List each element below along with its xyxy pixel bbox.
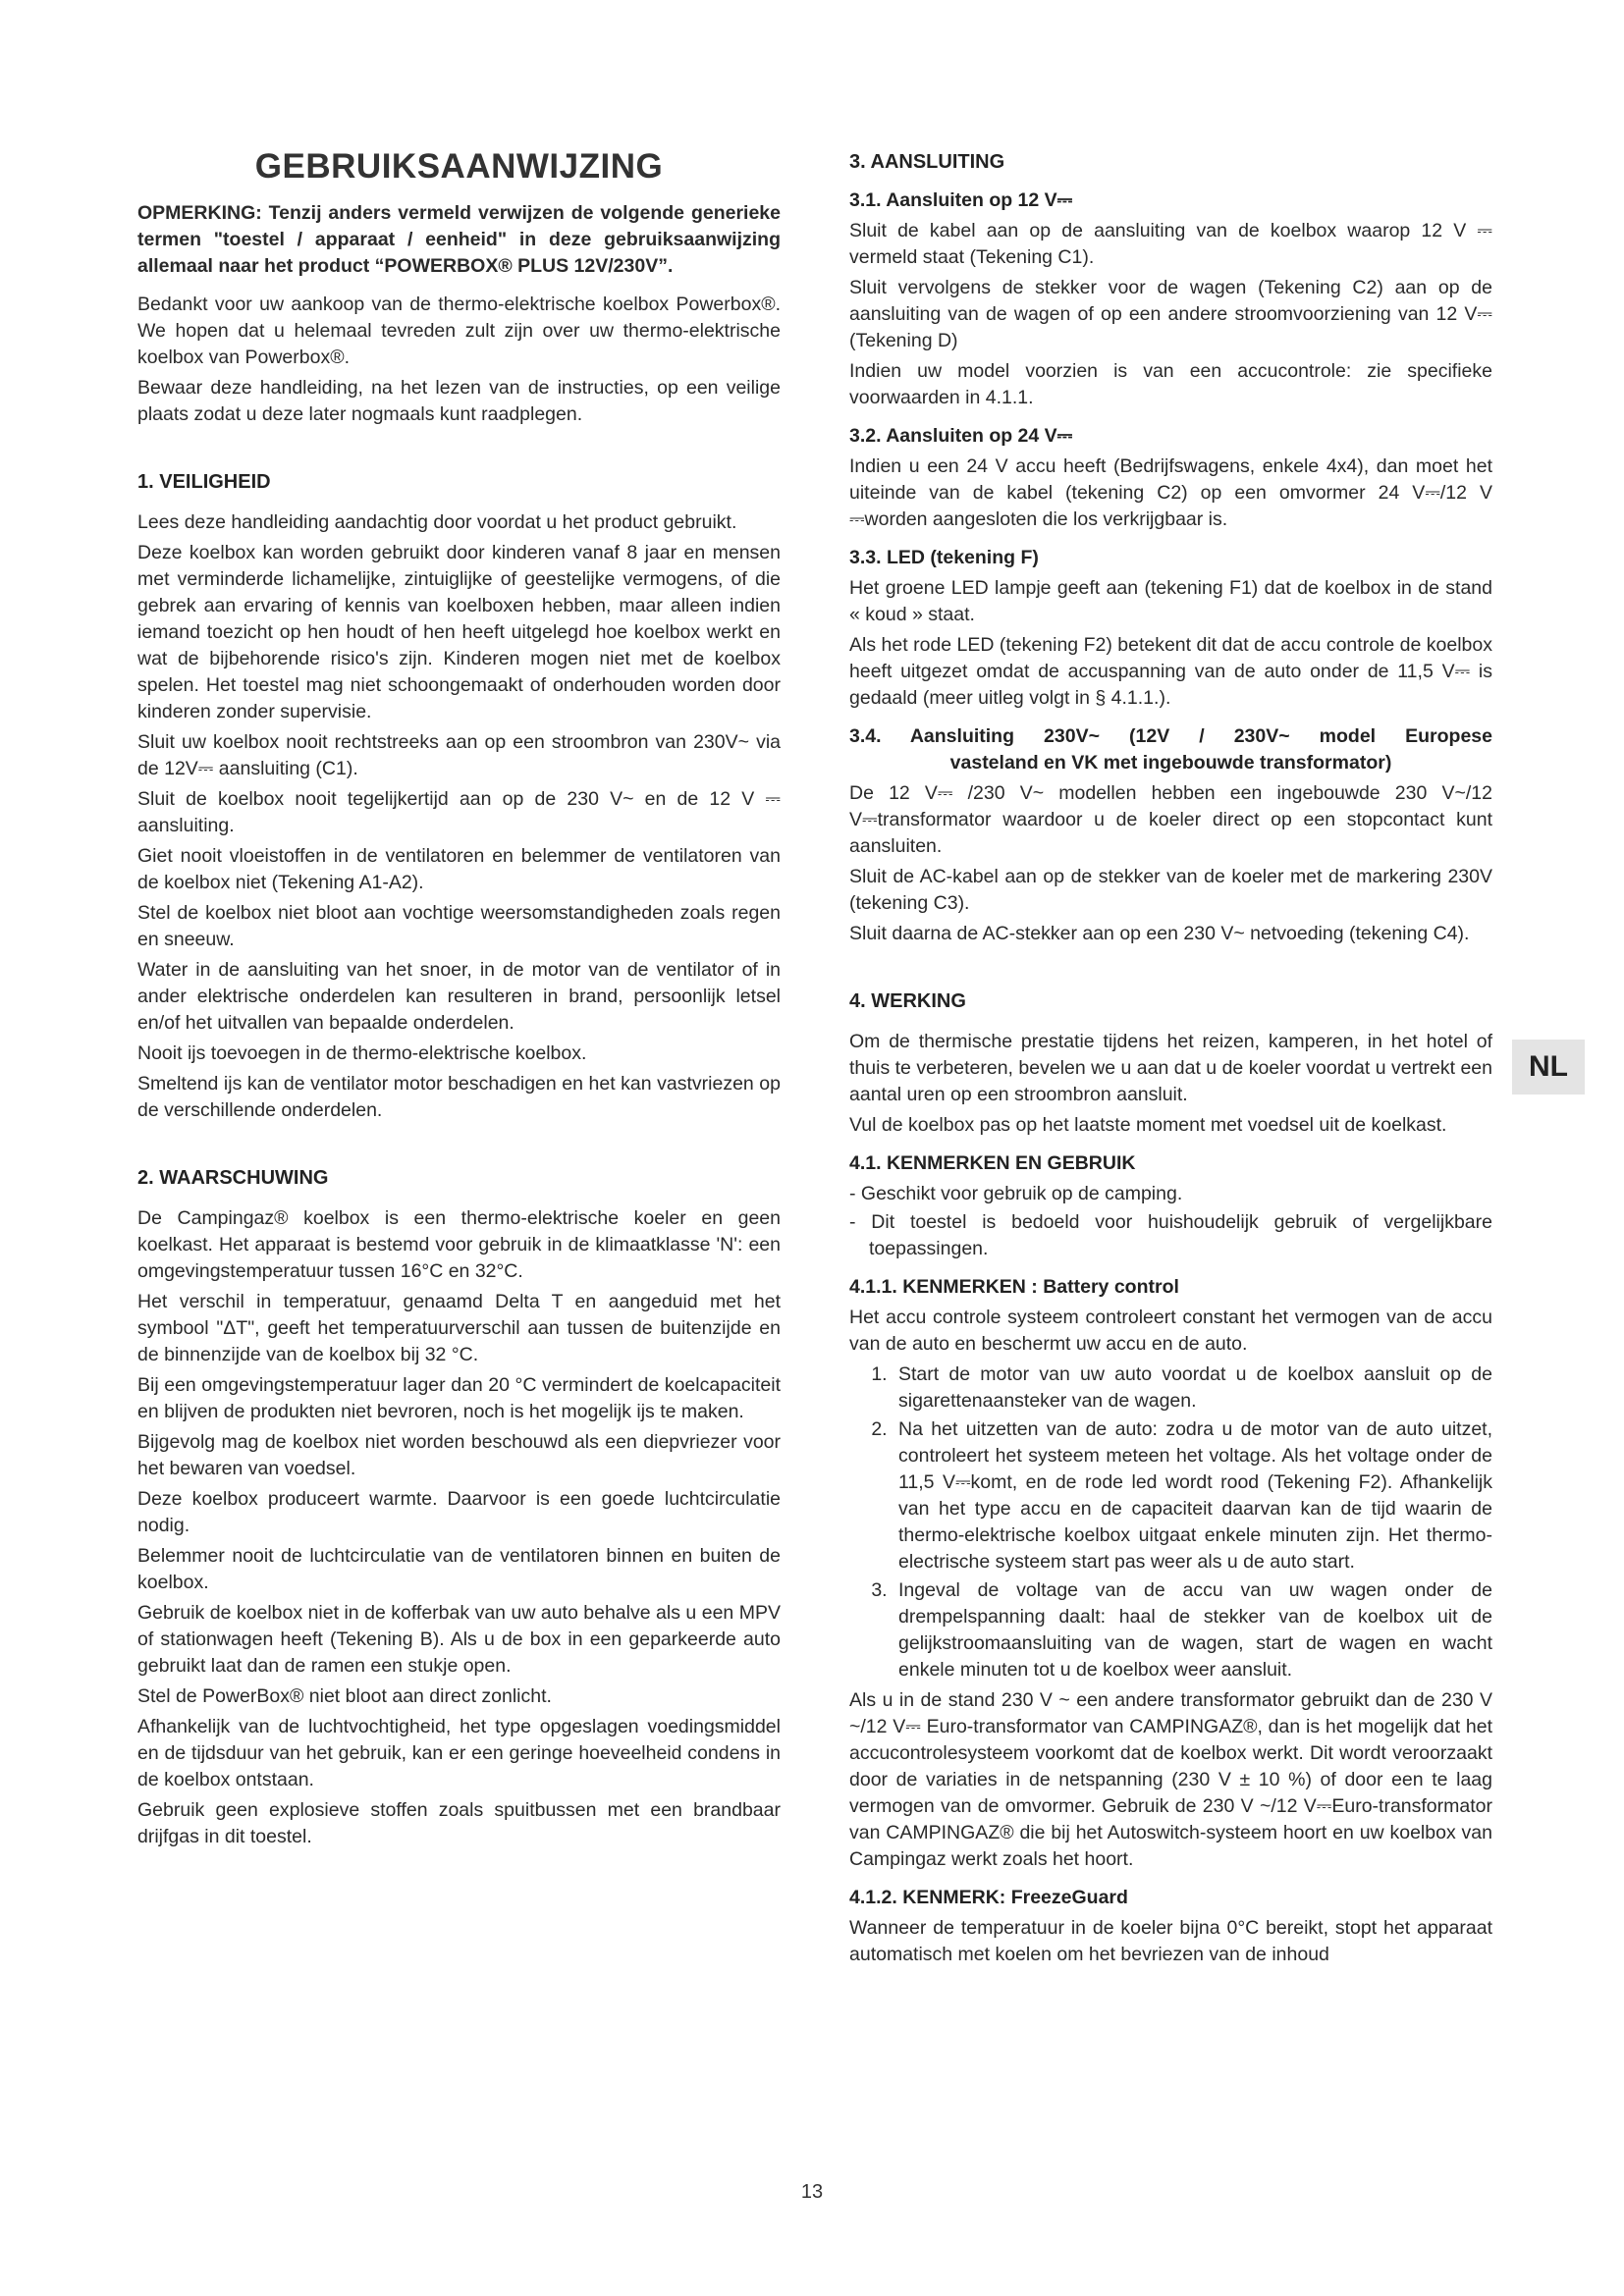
subsection-heading-3-4-line1: 3.4. Aansluiting 230V~ (12V / 230V~ model Europese (849, 725, 1492, 747)
safety-paragraph: Smeltend ijs kan de ventilator motor beschadigen en het kan vastvriezen op de verschillende onderdelen. (137, 1073, 781, 1121)
section-heading-waarschuwing: 2. WAARSCHUWING (137, 1167, 329, 1189)
subsection-heading-3-3: 3.3. LED (tekening F) (849, 547, 1039, 568)
warning-paragraph: Bij een omgevingstemperatuur lager dan 20 °C vermindert de koelcapaciteit en blijven de produkten niet bevroren, noch is het mogelijk ijs te maken. (137, 1374, 781, 1422)
subsection-heading-3-2: 3.2. Aansluiten op 24 V⎓ (849, 425, 1073, 447)
page-title: GEBRUIKSAANWIJZING (254, 147, 664, 186)
right-column (849, 147, 1492, 1972)
led-paragraph: Als het rode LED (tekening F2) betekent dit dat de accu controle de koelbox heeft uitgezet omdat de accuspanning van de auto onder de 11,5 V⎓ is gedaald (meer uitleg volgt in § 4.1.1.). (849, 634, 1492, 709)
battery-control-outro: Als u in de stand 230 V ~ een andere transformator gebruikt dan de 230 V ~/12 V⎓ Euro-transformator van CAMPINGAZ®, dan is het mogelijk dat het accucontrolesysteem voorkomt dat de koelbox werkt. Dit wordt veroorzaakt door de variaties in de netspanning (230 V ± 10 %) of door een te laag vermogen van de omvormer. Gebruik de 230 V ~/12 V⎓Euro-transformator van CAMPINGAZ® die bij het Autoswitch-systeem hoort en uw koelbox van Campingaz werkt zoals het hoort. (849, 1689, 1492, 1870)
safety-paragraph: Water in de aansluiting van het snoer, in de motor van de ventilator of in ander elektrische onderdelen kan resulteren in brand, persoonlijk letsel en/of het uitvallen van bepaalde onderdelen. (137, 959, 781, 1034)
list-item: - Dit toestel is bedoeld voor huishoudelijk gebruik of vergelijkbare toepassingen. (849, 1211, 1492, 1259)
intro-paragraph: Bewaar deze handleiding, na het lezen van de instructies, op een veilige plaats zodat u deze later nogmaals kunt raadplegen. (137, 377, 781, 425)
page-number: 13 (800, 2181, 824, 2203)
list-item: 3. Ingeval de voltage van de accu van uw wagen onder de drempelspanning daalt: haal de stekker van de koelbox uit de gelijkstroomaansluiting van de wagen, start de wagen en wacht enkele minuten tot u de koelbox weer aansluit. (893, 1577, 1492, 1683)
subsection-heading-4-1-2: 4.1.2. KENMERK: FreezeGuard (849, 1887, 1128, 1908)
safety-paragraph: Sluit uw koelbox nooit rechtstreeks aan op een stroombron van 230V~ via de 12V⎓ aansluiting (C1). (137, 731, 781, 779)
ac-paragraph: Sluit daarna de AC-stekker aan op een 230 V~ netvoeding (tekening C4). (849, 923, 1470, 944)
warning-paragraph: Belemmer nooit de luchtcirculatie van de ventilatoren binnen en buiten de koelbox. (137, 1545, 781, 1593)
warning-paragraph: Bijgevolg mag de koelbox niet worden beschouwd als een diepvriezer voor het bewaren van voedsel. (137, 1431, 781, 1479)
ac-paragraph: De 12 V⎓ /230 V~ modellen hebben een ingebouwde 230 V~/12 V⎓transformator waardoor u de koeler direct op een stopcontact kunt aansluiten. (849, 782, 1492, 857)
safety-paragraph: Deze koelbox kan worden gebruikt door kinderen vanaf 8 jaar en mensen met verminderde lichamelijke, zintuiglijke of geestelijke vermogens, of die gebrek aan ervaring of kennis van koelboxen hebben, maar alleen indien iemand toezicht op hen houdt of hen heeft uitgelegd hoe koelbox werkt en wat de bijbehorende risico's zijn. Kinderen mogen niet met de koelbox spelen. Het toestel mag niet schoongemaakt of onderhouden worden door kinderen zonder supervisie. (137, 542, 781, 722)
operation-paragraph: Om de thermische prestatie tijdens het reizen, kamperen, in het hotel of thuis te verbeteren, bevelen we u aan dat u de koeler voordat u vertrekt een aantal uren op een stroombron aansluit. (849, 1031, 1492, 1105)
safety-paragraph: Sluit de koelbox nooit tegelijkertijd aan op de 230 V~ en de 12 V ⎓ aansluiting. (137, 788, 781, 836)
led-paragraph: Het groene LED lampje geeft aan (tekening F1) dat de koelbox in de stand « koud » staat. (849, 577, 1492, 625)
battery-control-intro: Het accu controle systeem controleert constant het vermogen van de accu van de auto en beschermt uw accu en de auto. (849, 1307, 1492, 1355)
list-item: - Geschikt voor gebruik op de camping. (849, 1183, 1183, 1204)
list-item: 1. Start de motor van uw auto voordat u de koelbox aansluit op de sigarettenaansteker van de wagen. (893, 1362, 1492, 1415)
section-heading-aansluiting: 3. AANSLUITING (849, 151, 1005, 173)
list-item: 2. Na het uitzetten van de auto: zodra u de motor van de auto uitzet, controleert het systeem meteen het voltage. Als het voltage onder de 11,5 V⎓komt, en de rode led wordt rood (Tekening F2). Afhankelijk van het type accu en de capaciteit daarvan kan de tijd waarin de thermo-elektrische koelbox uitgaat enkele minuten zijn. Het thermo-electrische systeem start pas weer als u de auto start. (893, 1416, 1492, 1575)
connection-paragraph: Indien uw model voorzien is van een accucontrole: zie specifieke voorwaarden in 4.1.1. (849, 360, 1492, 408)
warning-paragraph: Deze koelbox produceert warmte. Daarvoor is een goede luchtcirculatie nodig. (137, 1488, 781, 1536)
connection-paragraph: Sluit vervolgens de stekker voor de wagen (Tekening C2) aan op de aansluiting van de wagen of op een andere stroomvoorziening van 12 V⎓ (Tekening D) (849, 277, 1492, 351)
note-paragraph: OPMERKING: Tenzij anders vermeld verwijzen de volgende generieke termen "toestel / apparaat / eenheid" in deze gebruiksaanwijzing allemaal naar het product “POWERBOX® PLUS 12V/230V”. (137, 202, 781, 277)
subsection-heading-3-4-line2: vasteland en VK met ingebouwde transformator) (949, 752, 1392, 774)
connection-paragraph: Sluit de kabel aan op de aansluiting van de koelbox waarop 12 V ⎓ vermeld staat (Tekening C1). (849, 220, 1492, 268)
connection-paragraph: Indien u een 24 V accu heeft (Bedrijfswagens, enkele 4x4), dan moet het uiteinde van de kabel (tekening C2) op een omvormer 24 V⎓/12 V ⎓worden aangesloten die los verkrijgbaar is. (849, 455, 1492, 530)
left-column (137, 147, 781, 1854)
safety-paragraph: Giet nooit vloeistoffen in de ventilatoren en belemmer de ventilatoren van de koelbox niet (Tekening A1-A2). (137, 845, 781, 893)
subsection-heading-3-4 (849, 723, 1492, 776)
warning-paragraph: Het verschil in temperatuur, genaamd Delta T en aangeduid met het symbool "ΔT", geeft het temperatuurverschil aan tussen de buitenzijde en de binnenzijde van de koelbox bij 32 °C. (137, 1291, 781, 1365)
safety-paragraph: Stel de koelbox niet bloot aan vochtige weersomstandigheden zoals regen en sneeuw. (137, 902, 781, 950)
features-list (849, 1181, 1492, 1262)
warning-paragraph: Stel de PowerBox® niet bloot aan direct zonlicht. (137, 1685, 552, 1707)
section-heading-veiligheid: 1. VEILIGHEID (137, 471, 271, 493)
freezeguard-paragraph: Wanneer de temperatuur in de koeler bijna 0°C bereikt, stopt het apparaat automatisch met koelen om het bevriezen van de inhoud (849, 1917, 1492, 1965)
warning-paragraph: Gebruik geen explosieve stoffen zoals spuitbussen met een brandbaar drijfgas in dit toestel. (137, 1799, 781, 1847)
section-heading-werking: 4. WERKING (849, 990, 966, 1012)
warning-paragraph: De Campingaz® koelbox is een thermo-elektrische koeler en geen koelkast. Het apparaat is bestemd voor gebruik in de klimaatklasse 'N': een omgevingstemperatuur tussen 16°C en 32°C. (137, 1207, 781, 1282)
subsection-heading-3-1: 3.1. Aansluiten op 12 V⎓ (849, 189, 1073, 211)
safety-paragraph: Nooit ijs toevoegen in de thermo-elektrische koelbox. (137, 1042, 587, 1064)
operation-paragraph: Vul de koelbox pas op het laatste moment met voedsel uit de koelkast. (849, 1114, 1447, 1136)
ac-paragraph: Sluit de AC-kabel aan op de stekker van de koeler met de markering 230V (tekening C3). (849, 866, 1492, 914)
language-tab: NL (1512, 1040, 1585, 1095)
warning-paragraph: Afhankelijk van de luchtvochtigheid, het type opgeslagen voedingsmiddel en de tijdsduur van het gebruik, kan er een geringe hoeveelheid condens in de koelbox ontstaan. (137, 1716, 781, 1790)
intro-paragraph: Bedankt voor uw aankoop van de thermo-elektrische koelbox Powerbox®. We hopen dat u helemaal tevreden zult zijn over uw thermo-elektrische koelbox van Powerbox®. (137, 294, 781, 368)
subsection-heading-4-1-1: 4.1.1. KENMERKEN : Battery control (849, 1276, 1179, 1298)
subsection-heading-4-1: 4.1. KENMERKEN EN GEBRUIK (849, 1152, 1136, 1174)
safety-paragraph: Lees deze handleiding aandachtig door voordat u het product gebruikt. (137, 511, 737, 533)
battery-control-steps (849, 1362, 1492, 1683)
warning-paragraph: Gebruik de koelbox niet in de kofferbak van uw auto behalve als u een MPV of stationwagen heeft (Tekening B). Als u de box in een geparkeerde auto gebruikt laat dan de ramen een stukje open. (137, 1602, 781, 1677)
